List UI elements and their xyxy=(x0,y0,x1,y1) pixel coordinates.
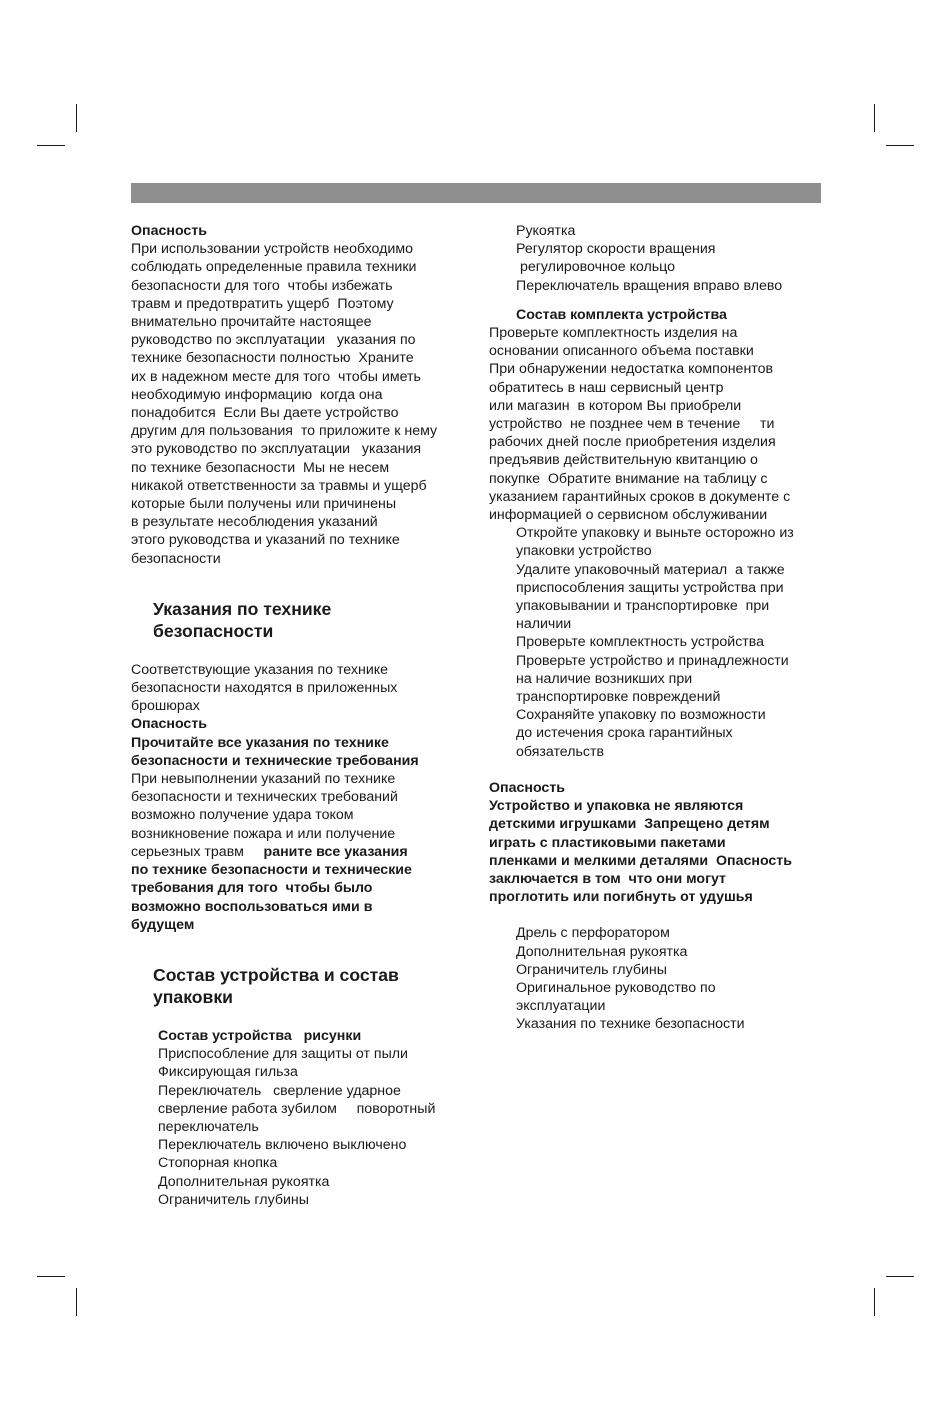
step-line: упаковки устройство xyxy=(516,543,652,560)
warning-line: требования для того чтобы было xyxy=(131,880,373,897)
danger-title: Опасность xyxy=(131,223,207,239)
paragraph-line: соблюдать определенные правила техники xyxy=(131,259,417,276)
list-item: Дрель с перфоратором xyxy=(516,925,670,942)
list-item: Фиксирующая гильза xyxy=(158,1064,298,1081)
list-item: Регулятор скорости вращения xyxy=(516,241,716,258)
paragraph-line: безопасности находятся в приложенных xyxy=(131,680,398,697)
step-line: до истечения срока гарантийных xyxy=(516,725,733,742)
paragraph-line: устройство не позднее чем в течение ти xyxy=(489,416,775,433)
device-items-continued xyxy=(489,222,834,295)
list-item: регулировочное кольцо xyxy=(516,259,676,276)
choking-warning-block xyxy=(489,779,834,906)
paragraph-line: руководство по эксплуатации указания по xyxy=(131,332,416,349)
contents-heading-line: упаковки xyxy=(153,987,233,1008)
paragraph-line: понадобится Если Вы даете устройство xyxy=(131,405,399,422)
warning-line: возможно воспользоваться ими в xyxy=(131,898,373,915)
list-item: Дополнительная рукоятка xyxy=(516,943,688,960)
paragraph-line: безопасности для того чтобы избежать xyxy=(131,277,393,294)
right-column xyxy=(489,222,834,1034)
contents-heading-line: Состав устройства и состав xyxy=(153,964,399,985)
paragraph-line: внимательно прочитайте настоящее xyxy=(131,314,372,331)
paragraph-line: которые были получены или причинены xyxy=(131,496,397,513)
step-line: транспортировке повреждений xyxy=(516,689,721,706)
left-column xyxy=(131,222,476,1209)
paragraph-line: предъявив действительную квитанцию о xyxy=(489,452,758,469)
paragraph-line: травм и предотвратить ущерб Поэтому xyxy=(131,295,394,312)
package-items-list xyxy=(489,924,834,1033)
step-line: обязательств xyxy=(516,743,605,760)
kit-paragraph xyxy=(489,324,834,524)
list-item: Указания по технике безопасности xyxy=(516,1016,745,1033)
paragraph-line: При невыполнении указаний по технике xyxy=(131,771,396,788)
paragraph-line: обратитесь в наш сервисный центр xyxy=(489,379,724,396)
list-item: Ограничитель глубины xyxy=(516,961,667,978)
warning-line: безопасности и технические требования xyxy=(131,752,419,769)
warning-line: играть с пластиковыми пакетами xyxy=(489,834,726,851)
paragraph-line: это руководство по эксплуатации указания xyxy=(131,441,422,458)
warning-line: по технике безопасности и технические xyxy=(131,862,412,879)
list-item: Ограничитель глубины xyxy=(158,1191,309,1208)
warning-line: будущем xyxy=(131,916,195,933)
paragraph-line: При обнаружении недостатка компонентов xyxy=(489,361,774,378)
warning-line: заключается в том что они могут xyxy=(489,870,727,887)
list-item: Переключатель сверление ударное xyxy=(158,1082,401,1099)
header-band xyxy=(131,183,821,203)
paragraph-line: по технике безопасности Мы не несем xyxy=(131,459,390,476)
warning-line: Опасность xyxy=(131,716,207,733)
step-line: наличии xyxy=(516,616,572,633)
crop-mark-top-left-horizontal xyxy=(37,145,65,146)
brochure-paragraph xyxy=(131,661,476,716)
paragraph-line: При использовании устройств необходимо xyxy=(131,241,413,258)
paragraph-line: или магазин в котором Вы приобрели xyxy=(489,397,742,414)
contents-heading xyxy=(131,964,476,1009)
paragraph-line: безопасности и технических требований xyxy=(131,789,398,806)
paragraph-line: никакой ответственности за травмы и ущерб xyxy=(131,477,427,494)
device-subheading: Состав устройства рисунки xyxy=(158,1027,362,1044)
list-item: эксплуатации xyxy=(516,998,606,1015)
paragraph-line: в результате несоблюдения указаний xyxy=(131,514,378,531)
crop-mark-top-right-vertical xyxy=(874,104,875,132)
device-items-list xyxy=(131,1045,476,1209)
warning-line: Опасность xyxy=(489,779,565,796)
paragraph-line: безопасности xyxy=(131,550,221,567)
step-line: Проверьте устройство и принадлежности xyxy=(516,652,789,669)
mixed-line-bold: раните все указания xyxy=(263,843,408,860)
crop-mark-top-right-horizontal xyxy=(886,145,914,146)
crop-mark-bottom-left-horizontal xyxy=(37,1276,65,1277)
list-item: Переключатель включено выключено xyxy=(158,1137,407,1154)
paragraph-line: их в надежном месте для того чтобы иметь xyxy=(131,368,421,385)
list-item: Дополнительная рукоятка xyxy=(158,1173,330,1190)
step-line: Удалите упаковочный материал а также xyxy=(516,561,785,578)
list-item: сверление работа зубилом поворотный xyxy=(158,1100,436,1117)
list-item: Оригинальное руководство по xyxy=(516,979,716,996)
paragraph-line: возникновение пожара и или получение xyxy=(131,825,396,842)
paragraph-line: указанием гарантийных сроков в документе с xyxy=(489,488,791,505)
warning-line: Прочитайте все указания по технике xyxy=(131,734,389,751)
mixed-line xyxy=(131,843,476,861)
paragraph-line: технике безопасности полностью Храните xyxy=(131,350,414,367)
safety-heading-line: Указания по технике xyxy=(153,598,332,619)
safety-heading xyxy=(131,598,476,643)
warning-line: Устройство и упаковка не являются xyxy=(489,798,744,815)
list-item: Приспособление для защиты от пыли xyxy=(158,1046,408,1063)
list-item: переключатель xyxy=(158,1118,259,1135)
paragraph-line: этого руководства и указаний по технике xyxy=(131,532,400,549)
intro-paragraph xyxy=(131,240,476,568)
crop-mark-bottom-left-vertical xyxy=(76,1288,77,1316)
paragraph-line: Соответствующие указания по технике xyxy=(131,661,388,678)
paragraph-line: Проверьте комплектность изделия на xyxy=(489,325,738,342)
step-line: Сохраняйте упаковку по возможности xyxy=(516,707,766,724)
crop-mark-bottom-right-horizontal xyxy=(886,1276,914,1277)
step-line: Проверьте комплектность устройства xyxy=(516,634,765,651)
warning-line: проглотить или погибнуть от удушья xyxy=(489,889,753,906)
step-line: на наличие возникших при xyxy=(516,670,693,687)
warning-block xyxy=(131,715,476,933)
kit-subheading: Состав комплекта устройства xyxy=(516,306,727,323)
step-line: приспособления защиты устройства при xyxy=(516,579,784,596)
warning-line: пленками и мелкими деталями Опасность xyxy=(489,852,792,869)
paragraph-line: основании описанного объема поставки xyxy=(489,343,754,360)
kit-steps-list xyxy=(489,524,834,761)
paragraph-line: брошюрах xyxy=(131,698,200,715)
step-line: упаковывании и транспортировке при xyxy=(516,598,770,615)
paragraph-line: необходимую информацию когда она xyxy=(131,386,383,403)
crop-mark-bottom-right-vertical xyxy=(874,1288,875,1316)
list-item: Стопорная кнопка xyxy=(158,1155,278,1172)
list-item: Переключатель вращения вправо влево xyxy=(516,277,783,294)
mixed-line-normal: серьезных травм xyxy=(131,843,264,860)
step-line: Откройте упаковку и выньте осторожно из xyxy=(516,525,794,542)
safety-heading-line: безопасности xyxy=(153,621,274,642)
warning-line: детскими игрушками Запрещено детям xyxy=(489,816,770,833)
paragraph-line: другим для пользования то приложите к нему xyxy=(131,423,438,440)
paragraph-line: покупке Обратите внимание на таблицу с xyxy=(489,470,768,487)
crop-mark-top-left-vertical xyxy=(76,104,77,132)
paragraph-line: информацией о сервисном обслуживании xyxy=(489,507,768,524)
paragraph-line: возможно получение удара током xyxy=(131,807,354,824)
paragraph-line: рабочих дней после приобретения изделия xyxy=(489,434,776,451)
list-item: Рукоятка xyxy=(516,223,576,239)
